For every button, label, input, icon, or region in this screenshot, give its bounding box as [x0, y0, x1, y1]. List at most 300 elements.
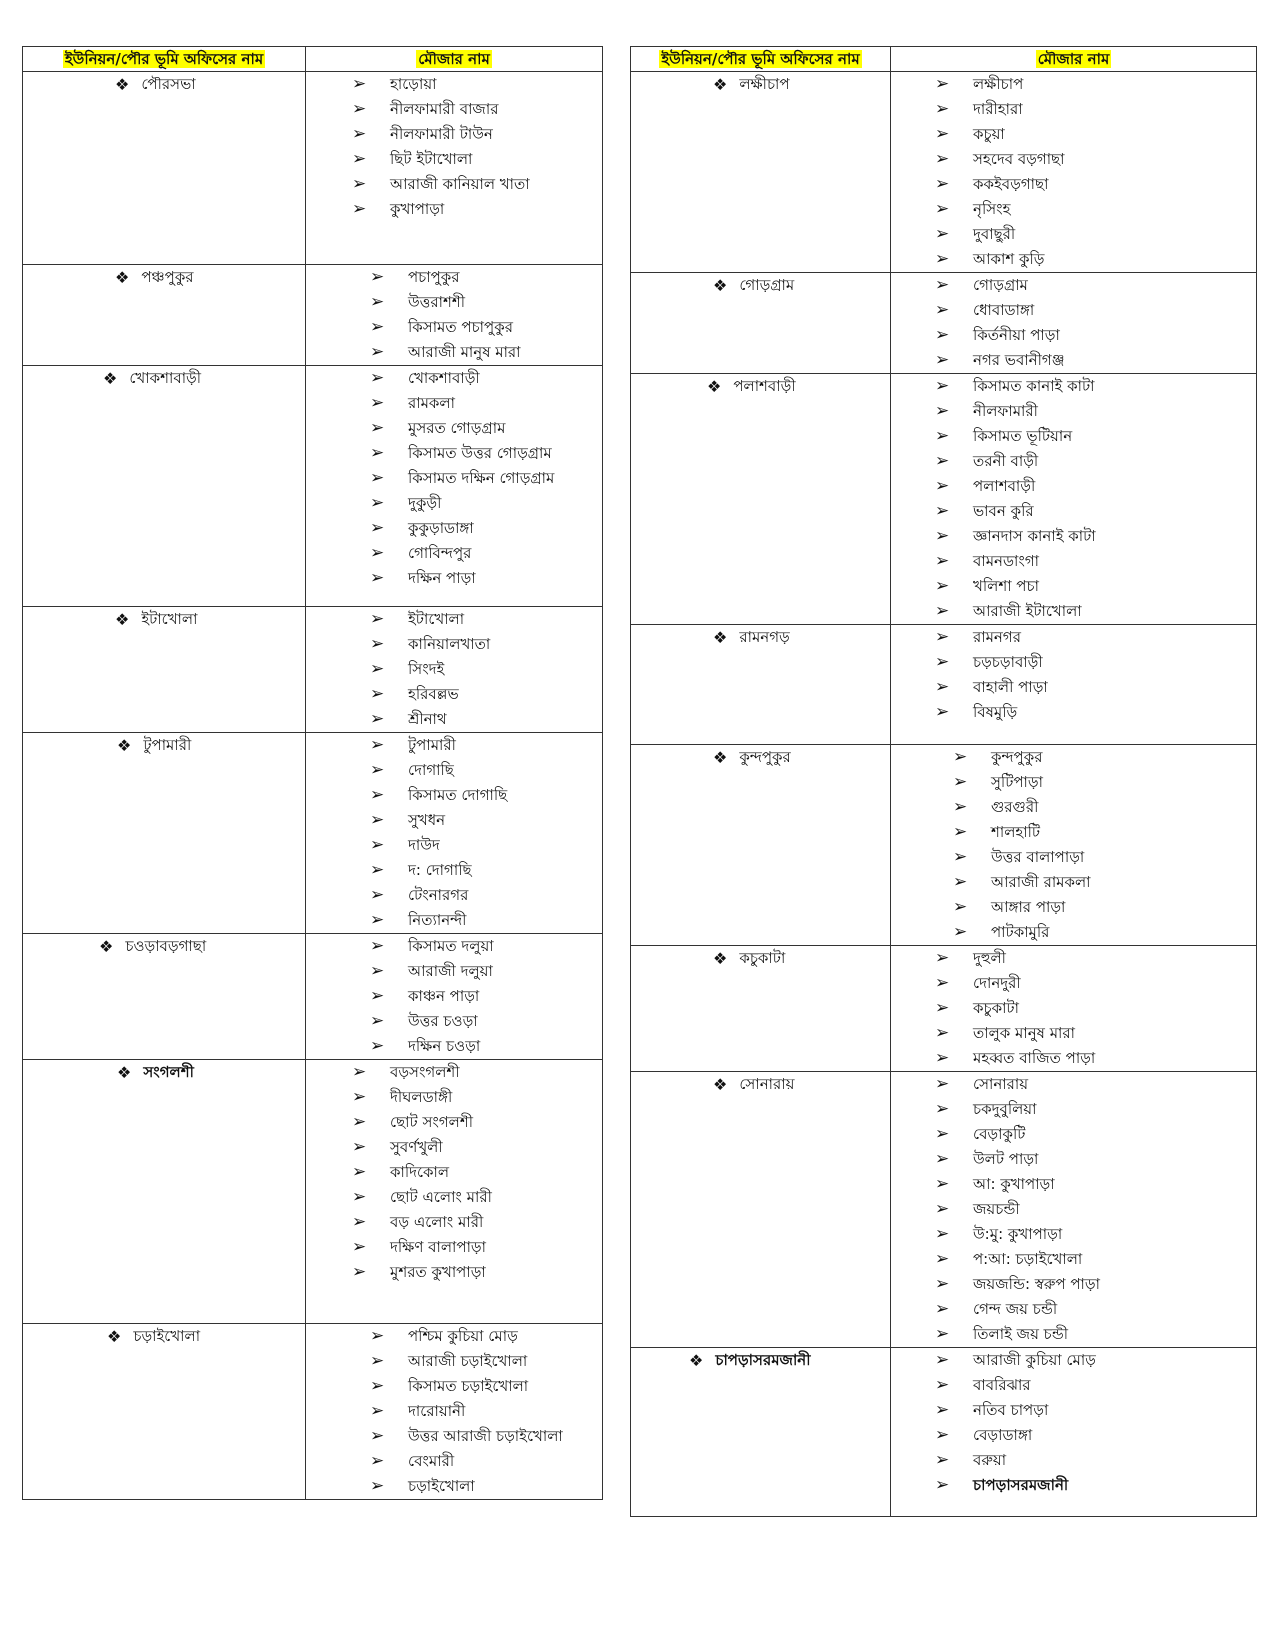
mouza-cell — [306, 72, 603, 265]
list-item — [935, 424, 1256, 449]
list-item — [935, 1172, 1256, 1197]
list-item — [935, 599, 1256, 624]
mouza-name: পশ্চিম কুচিয়া মোড় — [408, 1327, 518, 1345]
mouza-cell — [891, 374, 1257, 625]
arrow-bullet-icon: ➢ — [370, 1476, 385, 1496]
list-item — [935, 971, 1256, 996]
list-item — [370, 808, 602, 833]
table-row — [23, 1324, 603, 1500]
arrow-bullet-icon: ➢ — [935, 249, 950, 269]
list-item — [935, 574, 1256, 599]
arrow-bullet-icon: ➢ — [953, 822, 968, 842]
mouza-name: গোবিন্দপুর — [408, 544, 472, 562]
office-name: রামনগড় — [739, 628, 790, 646]
list-item — [352, 72, 602, 97]
table-row — [631, 946, 1257, 1072]
list-item — [370, 934, 602, 959]
office-cell — [23, 1060, 306, 1324]
table-row — [631, 1072, 1257, 1348]
list-item — [935, 499, 1256, 524]
mouza-name: আ: কুখাপাড়া — [973, 1175, 1055, 1193]
arrow-bullet-icon: ➢ — [352, 174, 367, 194]
office-cell — [23, 1324, 306, 1500]
diamond-bullet-icon: ❖ — [117, 736, 132, 755]
list-item — [370, 466, 602, 491]
office-cell — [631, 72, 891, 273]
mouza-name: হরিবল্লভ — [408, 685, 459, 703]
office-name: চড়াইখোলা — [133, 1327, 201, 1345]
mouza-name: দারোয়ানী — [408, 1402, 466, 1420]
mouza-column-header: মৌজার নাম — [306, 47, 603, 72]
mouza-name: রামনগর — [973, 628, 1021, 646]
mouza-name: কিসামত উত্তর গোড়গ্রাম — [408, 444, 552, 462]
mouza-cell — [306, 733, 603, 934]
list-item — [370, 516, 602, 541]
list-item — [935, 1297, 1256, 1322]
list-item — [935, 625, 1256, 650]
list-item — [935, 1272, 1256, 1297]
arrow-bullet-icon: ➢ — [935, 948, 950, 968]
list-item — [370, 491, 602, 516]
table-row — [23, 265, 603, 366]
list-item — [953, 745, 1256, 770]
mouza-list — [891, 72, 1256, 272]
list-item — [370, 783, 602, 808]
list-item — [935, 996, 1256, 1021]
arrow-bullet-icon: ➢ — [935, 149, 950, 169]
list-item — [935, 1222, 1256, 1247]
mouza-name: লক্ষীচাপ — [973, 75, 1024, 93]
list-item — [935, 1147, 1256, 1172]
arrow-bullet-icon: ➢ — [370, 961, 385, 981]
arrow-bullet-icon: ➢ — [935, 973, 950, 993]
office-name: কুন্দপুকুর — [739, 748, 791, 766]
table-row — [631, 273, 1257, 374]
list-item — [935, 1247, 1256, 1272]
table-row — [23, 366, 603, 607]
list-item — [935, 348, 1256, 373]
arrow-bullet-icon: ➢ — [935, 300, 950, 320]
list-item — [370, 541, 602, 566]
arrow-bullet-icon: ➢ — [935, 998, 950, 1018]
arrow-bullet-icon: ➢ — [935, 99, 950, 119]
list-item — [953, 920, 1256, 945]
mouza-name: আঙ্গার পাড়া — [991, 898, 1066, 916]
list-item — [370, 733, 602, 758]
list-item — [370, 1374, 602, 1399]
arrow-bullet-icon: ➢ — [370, 609, 385, 629]
mouza-name: বামনডাংগা — [973, 552, 1040, 570]
mouza-name: উত্তর আরাজী চড়াইখোলা — [408, 1427, 563, 1445]
list-item — [935, 1197, 1256, 1222]
diamond-bullet-icon: ❖ — [713, 75, 728, 94]
arrow-bullet-icon: ➢ — [352, 1262, 367, 1282]
arrow-bullet-icon: ➢ — [370, 267, 385, 287]
arrow-bullet-icon: ➢ — [935, 476, 950, 496]
list-item — [935, 1097, 1256, 1122]
mouza-name: জয়চন্ডী — [973, 1200, 1020, 1218]
arrow-bullet-icon: ➢ — [935, 1450, 950, 1470]
list-item — [370, 340, 602, 365]
arrow-bullet-icon: ➢ — [953, 922, 968, 942]
arrow-bullet-icon: ➢ — [935, 1099, 950, 1119]
list-item — [935, 122, 1256, 147]
arrow-bullet-icon: ➢ — [352, 1237, 367, 1257]
mouza-name: কিসামত কানাই কাটা — [973, 377, 1095, 395]
arrow-bullet-icon: ➢ — [935, 1274, 950, 1294]
office-name: গোড়গ্রাম — [739, 276, 795, 294]
mouza-name: উ:মু: কুখাপাড়া — [973, 1225, 1063, 1243]
list-item — [352, 1210, 602, 1235]
mouza-name: ককইবড়গাছা — [973, 175, 1049, 193]
diamond-bullet-icon: ❖ — [707, 377, 722, 396]
mouza-name: আরাজী চড়াইখোলা — [408, 1352, 528, 1370]
arrow-bullet-icon: ➢ — [370, 684, 385, 704]
list-item — [935, 273, 1256, 298]
office-cell — [631, 946, 891, 1072]
arrow-bullet-icon: ➢ — [935, 1174, 950, 1194]
arrow-bullet-icon: ➢ — [935, 174, 950, 194]
diamond-bullet-icon: ❖ — [107, 1327, 122, 1346]
list-item — [352, 1110, 602, 1135]
mouza-name: উত্তরাশশী — [408, 293, 466, 311]
mouza-cell — [891, 1072, 1257, 1348]
mouza-list — [891, 374, 1256, 624]
mouza-name: সুবর্ণখুলী — [390, 1138, 443, 1156]
mouza-name: আরাজী কানিয়াল খাতা — [390, 175, 530, 193]
arrow-bullet-icon: ➢ — [935, 451, 950, 471]
mouza-name: গুরগুরী — [991, 798, 1039, 816]
list-item — [352, 147, 602, 172]
mouza-name: তরনী বাড়ী — [973, 452, 1039, 470]
arrow-bullet-icon: ➢ — [370, 1426, 385, 1446]
mouza-name: খলিশা পচা — [973, 577, 1039, 595]
mouza-cell — [306, 265, 603, 366]
list-item — [370, 908, 602, 933]
mouza-list — [306, 72, 602, 222]
mouza-name: হাড়োয়া — [390, 75, 437, 93]
mouza-list — [306, 366, 602, 591]
office-name: পৌরসভা — [141, 75, 196, 93]
list-item — [953, 895, 1256, 920]
mouza-name: দুহুলী — [973, 949, 1006, 967]
mouza-name: ইটাখোলা — [408, 610, 465, 628]
mouza-name: নীলফামারী টাউন — [390, 125, 493, 143]
mouza-name: পাটকামুরি — [991, 923, 1050, 941]
list-item — [935, 700, 1256, 725]
arrow-bullet-icon: ➢ — [935, 1124, 950, 1144]
table-row — [23, 733, 603, 934]
arrow-bullet-icon: ➢ — [935, 224, 950, 244]
arrow-bullet-icon: ➢ — [935, 124, 950, 144]
mouza-name: দাউদ — [408, 836, 440, 854]
arrow-bullet-icon: ➢ — [935, 325, 950, 345]
list-item — [935, 675, 1256, 700]
mouza-name: দুবাছুরী — [973, 225, 1016, 243]
mouza-list — [891, 745, 1256, 945]
list-item — [935, 399, 1256, 424]
list-item — [935, 650, 1256, 675]
list-item — [935, 549, 1256, 574]
arrow-bullet-icon: ➢ — [953, 897, 968, 917]
arrow-bullet-icon: ➢ — [370, 1401, 385, 1421]
arrow-bullet-icon: ➢ — [370, 860, 385, 880]
diamond-bullet-icon: ❖ — [115, 75, 130, 94]
list-item — [935, 97, 1256, 122]
arrow-bullet-icon: ➢ — [935, 551, 950, 571]
office-name: খোকশাবাড়ী — [129, 369, 202, 387]
list-item — [352, 1160, 602, 1185]
arrow-bullet-icon: ➢ — [370, 936, 385, 956]
mouza-name: বাহালী পাড়া — [973, 678, 1048, 696]
mouza-name: উত্তর বালাপাড়া — [991, 848, 1085, 866]
list-item — [935, 222, 1256, 247]
office-cell — [23, 934, 306, 1060]
list-item — [935, 374, 1256, 399]
arrow-bullet-icon: ➢ — [935, 1475, 950, 1495]
arrow-bullet-icon: ➢ — [352, 1187, 367, 1207]
office-cell — [23, 366, 306, 607]
list-item — [370, 290, 602, 315]
mouza-name: কানিয়ালখাতা — [408, 635, 491, 653]
mouza-name: শালহাটি — [991, 823, 1041, 841]
table-row — [23, 1060, 603, 1324]
office-name: সংগলশী — [143, 1063, 194, 1081]
list-item — [352, 122, 602, 147]
list-item — [953, 845, 1256, 870]
mouza-name: ভাবন কুরি — [973, 502, 1034, 520]
mouza-name: দক্ষিন চওড়া — [408, 1037, 481, 1055]
arrow-bullet-icon: ➢ — [953, 872, 968, 892]
mouza-name: সুটিপাড়া — [991, 773, 1043, 791]
table-row — [631, 745, 1257, 946]
mouza-cell — [891, 72, 1257, 273]
mouza-list — [891, 1348, 1256, 1498]
list-item — [370, 416, 602, 441]
arrow-bullet-icon: ➢ — [370, 443, 385, 463]
office-name: পঞ্চপুকুর — [141, 268, 194, 286]
arrow-bullet-icon: ➢ — [935, 1400, 950, 1420]
mouza-name: বিষমুড়ি — [973, 703, 1018, 721]
arrow-bullet-icon: ➢ — [935, 501, 950, 521]
office-cell — [631, 625, 891, 745]
arrow-bullet-icon: ➢ — [370, 543, 385, 563]
list-item — [935, 172, 1256, 197]
mouza-name: নীলফামারী বাজার — [390, 100, 499, 118]
mouza-cell — [306, 607, 603, 733]
arrow-bullet-icon: ➢ — [935, 627, 950, 647]
arrow-bullet-icon: ➢ — [953, 847, 968, 867]
right-header-row — [631, 47, 1257, 72]
office-cell — [631, 273, 891, 374]
mouza-cell — [891, 1348, 1257, 1517]
mouza-name: প:আ: চড়াইখোলা — [973, 1250, 1083, 1268]
list-item — [935, 298, 1256, 323]
arrow-bullet-icon: ➢ — [953, 747, 968, 767]
mouza-name: আরাজী দলুয়া — [408, 962, 493, 980]
list-item — [370, 1399, 602, 1424]
mouza-name: রামকলা — [408, 394, 455, 412]
left-header-row — [23, 47, 603, 72]
diamond-bullet-icon: ❖ — [713, 1075, 728, 1094]
mouza-name: চড়চড়াবাড়ী — [973, 653, 1043, 671]
arrow-bullet-icon: ➢ — [370, 317, 385, 337]
arrow-bullet-icon: ➢ — [935, 677, 950, 697]
arrow-bullet-icon: ➢ — [935, 350, 950, 370]
mouza-name: চাপড়াসরমজানী — [973, 1476, 1069, 1494]
mouza-name: উত্তর চওড়া — [408, 1012, 478, 1030]
office-name: লক্ষীচাপ — [739, 75, 790, 93]
mouza-name: দুকুড়ী — [408, 494, 442, 512]
mouza-name: নৃসিংহ — [973, 200, 1011, 218]
arrow-bullet-icon: ➢ — [370, 1326, 385, 1346]
mouza-name: কুখাপাড়া — [390, 200, 445, 218]
list-item — [935, 147, 1256, 172]
mouza-name: কাঞ্চন পাড়া — [408, 987, 480, 1005]
list-item — [370, 1349, 602, 1374]
list-item — [935, 449, 1256, 474]
mouza-name: সিংদই — [408, 660, 445, 678]
arrow-bullet-icon: ➢ — [370, 785, 385, 805]
arrow-bullet-icon: ➢ — [352, 199, 367, 219]
list-item — [370, 883, 602, 908]
list-item — [370, 984, 602, 1009]
mouza-name: সহদেব বড়গাছা — [973, 150, 1065, 168]
arrow-bullet-icon: ➢ — [935, 376, 950, 396]
table-row — [631, 625, 1257, 745]
mouza-name: কুকুড়াডাঙ্গা — [408, 519, 474, 537]
list-item — [935, 1448, 1256, 1473]
mouza-name: নিত্যানন্দী — [408, 911, 467, 929]
list-item — [370, 315, 602, 340]
mouza-name: বরুয়া — [973, 1451, 1007, 1469]
mouza-name: দোগাছি — [408, 761, 454, 779]
mouza-list — [891, 273, 1256, 373]
mouza-name: দ: দোগাছি — [408, 861, 472, 879]
list-item — [370, 441, 602, 466]
mouza-name: কির্তনীয়া পাড়া — [973, 326, 1060, 344]
list-item — [935, 1423, 1256, 1448]
arrow-bullet-icon: ➢ — [370, 292, 385, 312]
office-name: কচুকাটা — [739, 949, 786, 967]
mouza-name: দক্ষিন পাড়া — [408, 569, 476, 587]
list-item — [370, 758, 602, 783]
right-mouza-table — [630, 46, 1257, 1517]
mouza-cell — [891, 946, 1257, 1072]
office-cell — [631, 1348, 891, 1517]
arrow-bullet-icon: ➢ — [935, 1048, 950, 1068]
mouza-list — [891, 946, 1256, 1071]
list-item — [935, 1398, 1256, 1423]
mouza-name: দক্ষিণ বালাপাড়া — [390, 1238, 486, 1256]
mouza-name: কিসামত দোগাছি — [408, 786, 508, 804]
mouza-list — [306, 1060, 602, 1285]
mouza-list — [306, 607, 602, 732]
mouza-cell — [891, 273, 1257, 374]
arrow-bullet-icon: ➢ — [953, 797, 968, 817]
arrow-bullet-icon: ➢ — [935, 401, 950, 421]
mouza-list — [891, 1072, 1256, 1347]
mouza-name: নতিব চাপড়া — [973, 1401, 1049, 1419]
list-item — [935, 1046, 1256, 1071]
arrow-bullet-icon: ➢ — [935, 74, 950, 94]
list-item — [935, 1348, 1256, 1373]
mouza-name: আকাশ কুড়ি — [973, 250, 1045, 268]
list-item — [370, 959, 602, 984]
arrow-bullet-icon: ➢ — [935, 601, 950, 621]
mouza-name: আরাজী কুচিয়া মোড় — [973, 1351, 1096, 1369]
list-item — [935, 1373, 1256, 1398]
arrow-bullet-icon: ➢ — [370, 659, 385, 679]
office-name: চাপড়াসরমজানী — [715, 1351, 811, 1369]
mouza-name: বেংমারী — [408, 1452, 455, 1470]
arrow-bullet-icon: ➢ — [352, 1062, 367, 1082]
arrow-bullet-icon: ➢ — [935, 702, 950, 722]
arrow-bullet-icon: ➢ — [352, 149, 367, 169]
list-item — [352, 97, 602, 122]
mouza-name: কুন্দপুকুর — [991, 748, 1043, 766]
mouza-name: কচুকাটা — [973, 999, 1019, 1017]
arrow-bullet-icon: ➢ — [935, 1375, 950, 1395]
list-item — [370, 265, 602, 290]
table-row — [23, 72, 603, 265]
diamond-bullet-icon: ❖ — [99, 937, 114, 956]
table-row — [23, 934, 603, 1060]
office-cell — [631, 745, 891, 946]
left-mouza-table — [22, 46, 603, 1500]
mouza-list — [306, 265, 602, 365]
arrow-bullet-icon: ➢ — [352, 124, 367, 144]
list-item — [935, 323, 1256, 348]
mouza-name: পচাপুকুর — [408, 268, 460, 286]
mouza-name: সুখধন — [408, 811, 446, 829]
mouza-name: ছিট ইটাখোলা — [390, 150, 473, 168]
office-name: টুপামারী — [143, 736, 192, 754]
office-column-header: ইউনিয়ন/পৌর ভূমি অফিসের নাম — [631, 47, 891, 72]
list-item — [352, 1185, 602, 1210]
arrow-bullet-icon: ➢ — [370, 885, 385, 905]
mouza-name: সোনারায় — [973, 1075, 1029, 1093]
office-cell — [631, 374, 891, 625]
mouza-name: নীলফামারী — [973, 402, 1038, 420]
mouza-name: তিলাই জয় চন্ডী — [973, 1325, 1069, 1343]
list-item — [935, 247, 1256, 272]
list-item — [953, 795, 1256, 820]
mouza-name: জয়জন্ডি: স্বরুপ পাড়া — [973, 1275, 1100, 1293]
list-item — [935, 524, 1256, 549]
office-name: সোনারায় — [739, 1075, 795, 1093]
office-cell — [23, 733, 306, 934]
arrow-bullet-icon: ➢ — [352, 1112, 367, 1132]
arrow-bullet-icon: ➢ — [370, 568, 385, 588]
mouza-name: ছোট এলোং মারী — [390, 1188, 492, 1206]
mouza-name: বাবরিঝার — [973, 1376, 1031, 1394]
list-item — [370, 1449, 602, 1474]
list-item — [352, 1235, 602, 1260]
arrow-bullet-icon: ➢ — [370, 835, 385, 855]
mouza-name: বেড়াডাঙ্গা — [973, 1426, 1033, 1444]
list-item — [352, 1135, 602, 1160]
arrow-bullet-icon: ➢ — [935, 426, 950, 446]
mouza-name: দারীহারা — [973, 100, 1023, 118]
table-row — [631, 72, 1257, 273]
mouza-name: গোড়গ্রাম — [973, 276, 1028, 294]
arrow-bullet-icon: ➢ — [370, 493, 385, 513]
arrow-bullet-icon: ➢ — [370, 368, 385, 388]
list-item — [352, 172, 602, 197]
list-item — [370, 1034, 602, 1059]
list-item — [370, 1424, 602, 1449]
